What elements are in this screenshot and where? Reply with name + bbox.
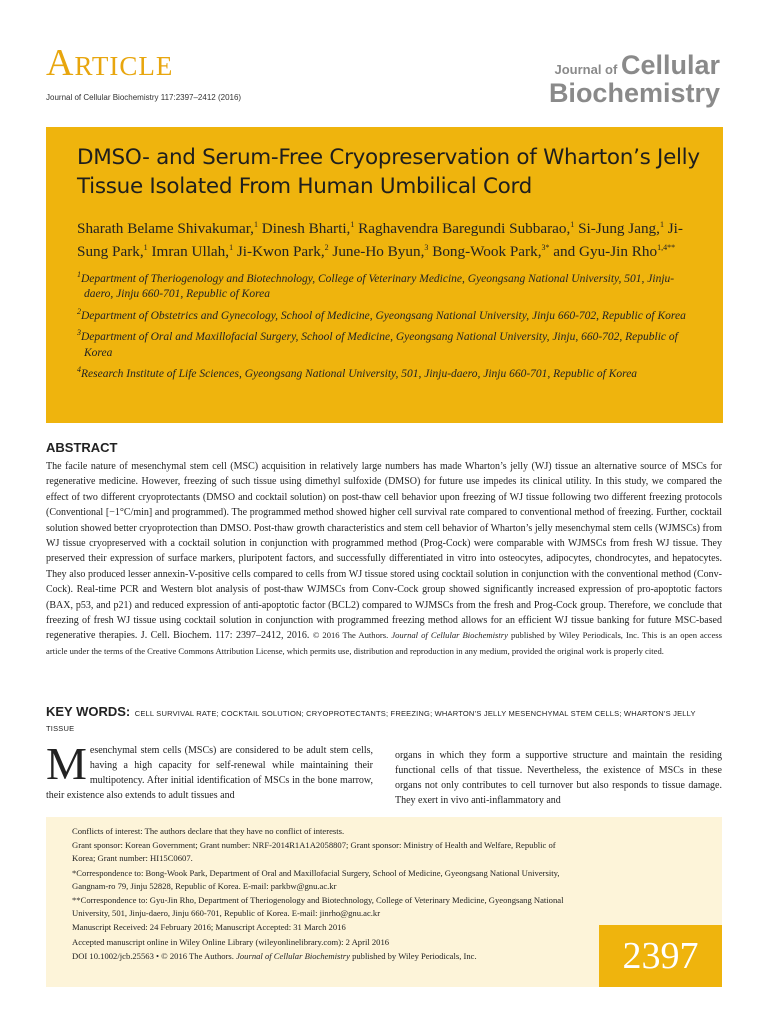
keywords-heading: KEY WORDS: bbox=[46, 704, 131, 719]
abstract-heading: ABSTRACT bbox=[46, 440, 118, 455]
logo-cellular: Cellular bbox=[620, 50, 720, 80]
logo-biochemistry: Biochemistry bbox=[548, 78, 720, 108]
logo-journal-of: Journal of bbox=[554, 62, 618, 77]
license-notice: © 2016 The Authors. Journal of Cellular Biochemistry published by Wiley Periodicals, Inc. This is an open access article under the terms of the Creative Commons Attribution License, which permits use, distribution and reproduction in any medium, provided the original work is properly cited. bbox=[46, 630, 722, 656]
journal-logo bbox=[548, 50, 720, 108]
affiliation: $^2$Department of Obstetrics and Gynecology, School of Medicine, Gyeongsang National University, Jinju 660-702, Republic of Korea bbox=[77, 306, 686, 322]
affiliation: $^4$Research Institute of Life Sciences, Gyeongsang National University, 501, Jinju-daero, Jinju 660-701, Republic of Korea bbox=[77, 365, 638, 380]
author: Bong-Wook Park,$^{3*}$ bbox=[432, 243, 550, 261]
keywords bbox=[46, 705, 722, 735]
affiliation: $^1$Department of Theriogenology and Biotechnology, College of Veterinary Medicine, Gyeongsang National University, 501, Jinju-daero, Jinju 660-701, Republic of Korea bbox=[77, 270, 675, 301]
journal-citation: Journal of Cellular Biochemistry 117:2397–2412 (2016) bbox=[46, 93, 242, 102]
author: Sharath Belame Shivakumar,$^1$ bbox=[77, 220, 258, 238]
keywords-list: CELL SURVIVAL RATE; COCKTAIL SOLUTION; CRYOPROTECTANTS; FREEZING; WHARTON’S JELLY MESENCHYMAL STEM CELLS; WHARTON’S JELLY TISSUE bbox=[46, 709, 696, 733]
author: and Gyu-Jin Rho$^{1,4**}$ bbox=[553, 243, 676, 261]
author: Imran Ullah,$^1$ bbox=[151, 243, 234, 261]
title-box bbox=[46, 127, 723, 423]
conflict-statement: Conflicts of interest: The authors declare that they have no conflict of interests. bbox=[72, 826, 345, 836]
doi-line: DOI 10.1002/jcb.25563 • © 2016 The Authors. Journal of Cellular Biochemistry published by Wiley Periodicals, Inc. bbox=[72, 950, 477, 961]
page-number: 2397 bbox=[599, 925, 722, 987]
paper-title: DMSO- and Serum-Free Cryopreservation of Wharton’s Jelly Tissue Isolated From Human Umbilical Cord bbox=[77, 145, 700, 199]
dropcap: M bbox=[46, 738, 87, 789]
correspondence: *Correspondence to: Bong-Wook Park, Department of Oral and Maxillofacial Surgery, School of Medicine, Gyeongsang National University, Gangnam-ro 79, Jinju 52828, Republic of Korea. E-mail: parkbw@gnu.ac.kr bbox=[72, 867, 560, 891]
body-column-right: organs in which they form a supportive structure and maintain the residing functional cells of that tissue. Nevertheless, the existence of MSCs in these organs not only contributes to cell turnover but also responds to tissue damage. They exert in vivo anti-inflammatory and bbox=[395, 750, 722, 806]
manuscript-dates: Manuscript Received: 24 February 2016; Manuscript Accepted: 31 March 2016 bbox=[72, 922, 346, 933]
author: Ji-Sung Park,$^1$ bbox=[77, 220, 683, 261]
body-column-left: Mesenchymal stem cells (MSCs) are considered to be adult stem cells, having a high capacity for self-renewal while maintaining their multipotency. After initial identification of MSCs in the bone marrow, their existence also extends to adult tissues and bbox=[46, 738, 373, 801]
author: Si-Jung Jang,$^1$ bbox=[578, 220, 664, 238]
author: Raghavendra Baregundi Subbarao,$^1$ bbox=[358, 220, 575, 238]
online-date: Accepted manuscript online in Wiley Online Library (wileyonlinelibrary.com): 2 April 2016 bbox=[72, 936, 390, 947]
author-list bbox=[77, 215, 703, 261]
article-label: Article bbox=[46, 42, 174, 84]
grant-info: Grant sponsor: Korean Government; Grant number: NRF-2014R1A1A2058807; Grant sponsor: Ministry of Health and Welfare, Republic of Korea; Grant number: HI15C0607. bbox=[72, 840, 556, 864]
correspondence: **Correspondence to: Gyu-Jin Rho, Department of Theriogenology and Biotechnology, College of Veterinary Medicine, Gyeongsang National University, 501, Jinju-daero, Jinju 660-701, Republic of Korea. E-mail: jinrho@gnu.ac.kr bbox=[72, 895, 564, 919]
abstract-text: The facile nature of mesenchymal stem cell (MSC) acquisition in relatively large numbers has made Wharton’s jelly (WJ) tissue an alternative source of MSCs for regenerative medicine. However, freezing of such tissue using dimethyl sulfoxide (DMSO) for future use impedes its clinical utility. In this study, we compared the effect of two different cryoprotectants (DMSO and cocktail solution) on post-thaw cell behavior upon freezing of WJ tissue following two different freezing protocols (Conventional [−1°C/min] and programmed). The programmed method showed higher cell survival rate compared to conventional method of freezing. Further, cocktail solution showed better cryoprotection than DMSO. Post-thaw growth characteristics and stem cell behavior of Wharton’s jelly mesenchymal stem cells (WJMSCs) from WJ tissue cryopreserved with a cocktail solution in conjunction with programmed method (Prog-Cock) were comparable with WJMSCs from fresh WJ tissue. They preserved their expression of surface markers, pluripotent factors, and successfully differentiated in vitro into osteocytes, adipocytes, chondrocytes, and hepatocytes. They also produced lesser annexin-V-positive cells compared to cells from WJ tissue stored using cocktail solution in conjunction with the conventional method (Conv-Cock). Real-time PCR and Western blot analysis of post-thaw WJMSCs from Conv-Cock group showed significantly increased expression of pro-apoptotic factors (BAX, p53, and p21) and reduced expression of anti-apoptotic factor (BCL2) compared to WJMSCs from the fresh and Prog-Cock group. Therefore, we conclude that freezing of fresh WJ tissue using cocktail solution in conjunction with programmed freezing method allows for an efficient WJ tissue banking for future MSC-based regenerative therapies. J. Cell. Biochem. 117: 2397–2412, 2016. © 2016 The Authors. Journal of Cellular Biochemistry published by Wiley Periodicals, Inc. This is an open access article under the terms of the Creative Commons Attribution License, which permits use, distribution and reproduction in any medium, provided the original work is properly cited. bbox=[46, 461, 722, 656]
author: June-Ho Byun,$^3$ bbox=[332, 243, 429, 261]
author: Ji-Kwon Park,$^2$ bbox=[236, 243, 329, 261]
author: Dinesh Bharti,$^1$ bbox=[261, 220, 355, 238]
affiliation: $^3$Department of Oral and Maxillofacial Surgery, School of Medicine, Gyeongsang National University, Jinju, 660-702, Republic of Korea bbox=[77, 328, 678, 359]
